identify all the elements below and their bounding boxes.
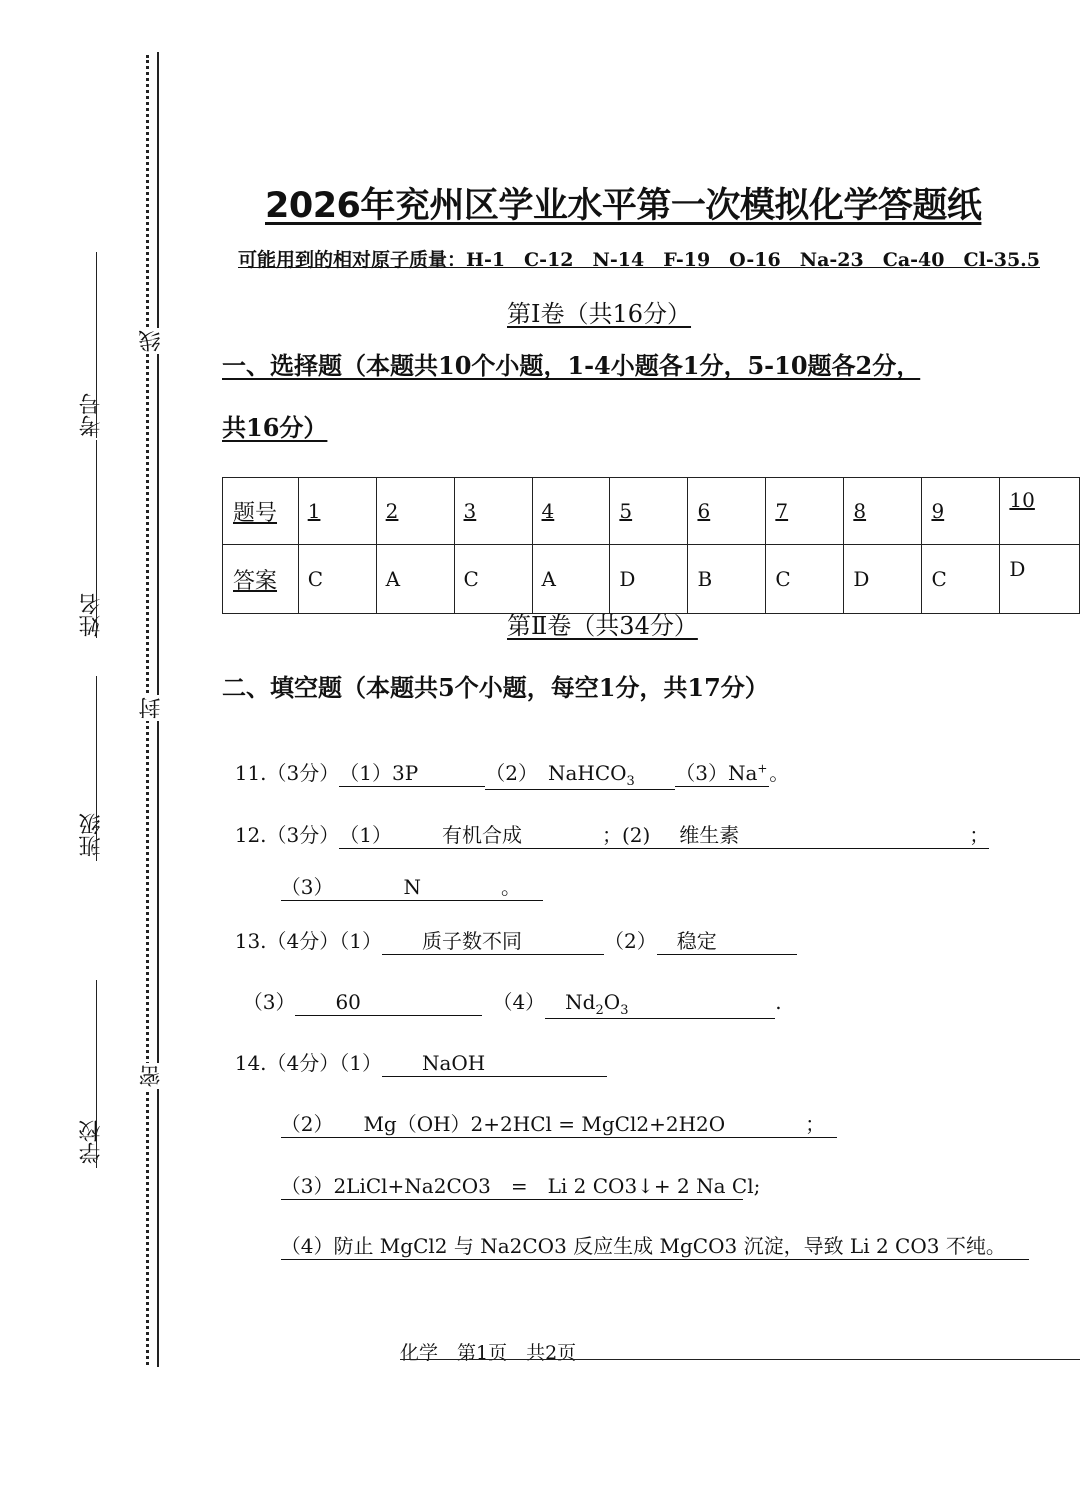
q13-prefix: 13.（4分）（1） xyxy=(234,929,382,953)
class-blank[interactable] xyxy=(96,676,97,861)
q11-end: 。 xyxy=(769,761,790,785)
school-blank[interactable] xyxy=(96,980,97,1168)
q14-answer-3[interactable]: （3）2LiCl+Na2CO3 = Li 2 CO3↓+ 2 Na Cl; xyxy=(281,1170,743,1200)
label-name: 姓名 xyxy=(79,593,104,637)
label-class: 班级 xyxy=(79,813,104,857)
question-number: 6 xyxy=(688,478,766,545)
seal-char-feng: 封 xyxy=(136,695,167,721)
seal-char-mi: 密 xyxy=(136,1063,167,1089)
question-number: 9 xyxy=(922,478,1000,545)
q13-line1 xyxy=(222,901,797,955)
q14-line3 xyxy=(268,1146,761,1200)
answer-cell[interactable]: A xyxy=(532,545,610,614)
q13-answer-3[interactable]: 60 xyxy=(295,986,482,1016)
q12-answer-1[interactable]: （1） 有机合成 ；(2) xyxy=(339,819,619,849)
answer-cell[interactable]: C xyxy=(766,545,844,614)
q14-answer-1[interactable]: NaOH xyxy=(382,1047,607,1077)
q13-label-4: （4） xyxy=(502,990,546,1014)
answer-cell[interactable]: B xyxy=(688,545,766,614)
answer-cell[interactable]: C xyxy=(298,545,376,614)
section1-title-line2: 共16分） xyxy=(222,413,328,442)
page-title: 2026年兖州区学业水平第一次模拟化学答题纸 xyxy=(265,186,982,226)
q14-prefix: 14.（4分）（1） xyxy=(234,1051,382,1075)
q13-line2: （3） 60 （4） $Nd_2O_3$ . xyxy=(230,962,782,1019)
q11-answer-2[interactable]: （2） NaHCO$_3$ xyxy=(485,757,675,790)
answer-cell[interactable]: A xyxy=(376,545,454,614)
q13-label-2: （2） xyxy=(603,929,657,953)
question-number: 3 xyxy=(454,478,532,545)
exam-number-blank[interactable] xyxy=(96,252,97,438)
question-number: 7 xyxy=(766,478,844,545)
atomic-masses: 可能用到的相对原子质量：H-1 C-12 N-14 F-19 O-16 Na-23 Ca-40 Cl-35.5 xyxy=(238,249,1040,271)
question-number: 5 xyxy=(610,478,688,545)
header-question-number: 题号 xyxy=(223,478,299,545)
q13-label-3: （3） xyxy=(242,990,296,1014)
q11 xyxy=(222,733,789,790)
table-row-numbers xyxy=(223,478,1080,545)
part1-heading: 第Ⅰ卷（共16分） xyxy=(507,300,692,328)
label-school: 学校 xyxy=(79,1120,104,1164)
part2-heading: 第Ⅱ卷（共34分） xyxy=(507,612,698,640)
answer-cell[interactable]: D xyxy=(1000,545,1080,614)
name-blank[interactable] xyxy=(96,440,97,638)
q14-answer-4[interactable]: （4）防止 MgCl2 与 Na2CO3 反应生成 MgCO3 沉淀，导致 Li 2 CO3 不纯。 xyxy=(281,1230,1029,1260)
q14-answer-2[interactable]: （2） Mg（OH）2+2HCl = MgCl2+2H2O ； xyxy=(281,1108,837,1138)
q13-answer-1[interactable]: 质子数不同 xyxy=(382,925,604,955)
section2-title: 二、填空题（本题共5个小题，每空1分，共17分） xyxy=(222,673,769,702)
q12-line2 xyxy=(268,847,543,901)
q13-answer-2[interactable]: 稳定 xyxy=(657,925,797,955)
q14-line1 xyxy=(222,1023,607,1077)
q12-answer-2[interactable]: 维生素 xyxy=(619,819,969,849)
q13-answer-4[interactable]: $Nd_2O_3$ xyxy=(545,986,775,1019)
answer-cell[interactable]: D xyxy=(610,545,688,614)
seal-char-xian: 线 xyxy=(136,328,167,354)
footer-rule xyxy=(400,1359,1080,1360)
question-number: 8 xyxy=(844,478,922,545)
label-exam-number: 考号 xyxy=(79,393,104,437)
q14-line4 xyxy=(268,1206,1029,1260)
q11-answer-3[interactable]: （3）Na+ xyxy=(675,757,769,787)
q14-line2 xyxy=(268,1084,837,1138)
q11-prefix: 11.（3分） xyxy=(234,761,340,785)
q12-semicolon: ； xyxy=(969,819,989,849)
section1-title-line1: 一、选择题（本题共10个小题，1-4小题各1分，5-10题各2分， xyxy=(222,351,921,380)
q12-line1 xyxy=(222,795,989,849)
answer-cell[interactable]: C xyxy=(454,545,532,614)
q11-answer-1[interactable]: （1）3P xyxy=(339,757,485,787)
question-number: 10 xyxy=(1000,478,1080,545)
q12-answer-3[interactable]: （3） N 。 xyxy=(281,871,543,901)
table-row-answers xyxy=(223,545,1080,614)
header-answer: 答案 xyxy=(223,545,299,614)
question-number: 1 xyxy=(298,478,376,545)
answer-table xyxy=(222,477,1080,614)
answer-cell[interactable]: C xyxy=(922,545,1000,614)
answer-cell[interactable]: D xyxy=(844,545,922,614)
question-number: 4 xyxy=(532,478,610,545)
question-number: 2 xyxy=(376,478,454,545)
page-footer: 化学 第1页 共2页 xyxy=(400,1342,577,1364)
q12-prefix: 12.（3分） xyxy=(234,823,340,847)
